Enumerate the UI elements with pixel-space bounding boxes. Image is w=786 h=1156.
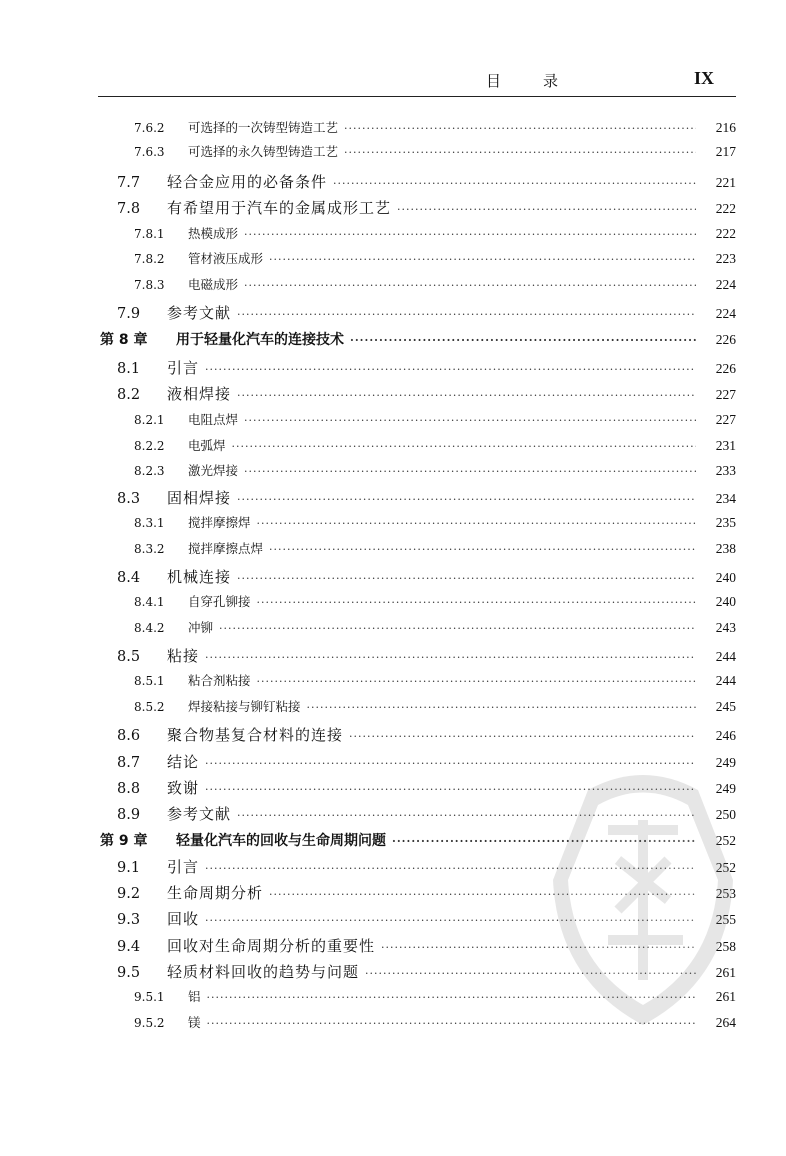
- toc-entry-page: 227: [715, 387, 736, 402]
- toc-entry-number: 8.3.2: [134, 542, 165, 556]
- toc-entry-title: 电磁成形: [188, 277, 239, 292]
- toc-section-row[interactable]: [0, 803, 786, 825]
- toc-entry-number: 8.3: [117, 491, 141, 507]
- toc-entry-number: 第 9 章: [100, 833, 148, 849]
- toc-entry-page: 224: [715, 306, 736, 321]
- toc-entry-page: 258: [715, 939, 736, 954]
- toc-dot-leader: [244, 414, 696, 427]
- toc-dot-leader: [244, 465, 696, 478]
- toc-section-row[interactable]: [0, 383, 786, 405]
- toc-dot-leader: [237, 572, 696, 585]
- toc-section-row[interactable]: [0, 751, 786, 773]
- toc-entry-number: 8.3.1: [134, 516, 165, 530]
- toc-dot-leader: [349, 730, 696, 743]
- toc-subsection-row[interactable]: [0, 436, 786, 458]
- toc-section-row[interactable]: [0, 777, 786, 799]
- toc-entry-number: 8.5.1: [134, 674, 165, 688]
- toc-entry-page: 226: [715, 332, 736, 347]
- toc-entry-page: 222: [715, 226, 736, 241]
- toc-dot-leader: [219, 622, 696, 635]
- toc-entry-number: 7.9: [117, 306, 141, 322]
- toc-entry-title: 聚合物基复合材料的连接: [167, 726, 344, 744]
- toc-entry-title: 回收: [167, 910, 200, 928]
- toc-dot-leader: [269, 253, 696, 266]
- toc-dot-leader: [207, 1017, 696, 1030]
- toc-dot-leader: [344, 146, 696, 159]
- toc-dot-leader: [365, 967, 696, 980]
- toc-entry-title: 轻质材料回收的趋势与问题: [167, 963, 360, 981]
- toc-entry-number: 8.2.3: [134, 464, 165, 478]
- toc-entry-page: 244: [715, 649, 736, 664]
- toc-entry-title: 粘接: [167, 647, 200, 665]
- toc-entry-page: 264: [715, 1015, 736, 1030]
- toc-entry-page: 238: [715, 541, 736, 556]
- toc-entry-title: 自穿孔铆接: [188, 594, 251, 609]
- toc-entry-page: 231: [715, 438, 736, 453]
- toc-section-row[interactable]: [0, 856, 786, 878]
- toc-entry-number: 9.5: [117, 965, 141, 981]
- toc-entry-number: 8.4.2: [134, 621, 165, 635]
- toc-entry-number: 7.8.1: [134, 227, 165, 241]
- toc-dot-leader: [205, 862, 696, 875]
- toc-chapter-row[interactable]: [0, 830, 786, 852]
- toc-section-row[interactable]: [0, 566, 786, 588]
- toc-subsection-row[interactable]: [0, 592, 786, 614]
- toc-dot-leader: [392, 835, 696, 848]
- toc-subsection-row[interactable]: [0, 513, 786, 535]
- toc-entry-number: 第 8 章: [100, 332, 148, 348]
- toc-entry-page: 253: [715, 886, 736, 901]
- toc-entry-page: 240: [715, 570, 736, 585]
- toc-entry-title: 参考文献: [167, 304, 232, 322]
- toc-entry-title: 用于轻量化汽车的连接技术: [176, 332, 344, 348]
- toc-entry-page: 261: [715, 989, 736, 1004]
- toc-subsection-row[interactable]: [0, 249, 786, 271]
- toc-entry-number: 8.5.2: [134, 700, 165, 714]
- toc-entry-number: 9.3: [117, 912, 141, 928]
- toc-entry-title: 电阻点焊: [188, 412, 239, 427]
- toc-entry-page: 244: [715, 673, 736, 688]
- toc-entry-number: 8.2: [117, 387, 141, 403]
- toc-dot-leader: [333, 177, 696, 190]
- toc-entry-page: 221: [715, 175, 736, 190]
- toc-entry-page: 217: [715, 144, 736, 159]
- toc-entry-title: 生命周期分析: [167, 884, 264, 902]
- toc-entry-title: 轻合金应用的必备条件: [167, 173, 328, 191]
- toc-dot-leader: [397, 203, 696, 216]
- toc-entry-page: 246: [715, 728, 736, 743]
- toc-subsection-row[interactable]: [0, 697, 786, 719]
- toc-dot-leader: [257, 596, 696, 609]
- toc-entry-title: 搅拌摩擦焊: [188, 515, 251, 530]
- toc-entry-title: 管材液压成形: [188, 251, 264, 266]
- toc-entry-page: 216: [715, 120, 736, 135]
- toc-subsection-row[interactable]: [0, 539, 786, 561]
- toc-entry-page: 226: [715, 361, 736, 376]
- header-title-char: 目: [486, 72, 502, 90]
- toc-section-row[interactable]: [0, 487, 786, 509]
- toc-entry-number: 7.6.3: [134, 145, 165, 159]
- toc-dot-leader: [257, 517, 696, 530]
- toc-entry-page: 243: [715, 620, 736, 635]
- toc-entry-page: 249: [715, 755, 736, 770]
- toc-dot-leader: [381, 941, 696, 954]
- toc-entry-number: 8.9: [117, 807, 141, 823]
- toc-entry-title: 有希望用于汽车的金属成形工艺: [167, 199, 392, 217]
- toc-entry-title: 结论: [167, 753, 200, 771]
- toc-entry-page: 255: [715, 912, 736, 927]
- toc-entry-number: 8.1: [117, 361, 141, 377]
- toc-dot-leader: [244, 279, 696, 292]
- toc-entry-title: 粘合剂粘接: [188, 673, 251, 688]
- toc-entry-title: 回收对生命周期分析的重要性: [167, 937, 376, 955]
- toc-section-row[interactable]: [0, 961, 786, 983]
- toc-chapter-row[interactable]: [0, 329, 786, 351]
- toc-section-row[interactable]: [0, 645, 786, 667]
- toc-dot-leader: [205, 783, 696, 796]
- toc-entry-title: 致谢: [167, 779, 200, 797]
- toc-dot-leader: [207, 991, 696, 1004]
- toc-entry-page: 234: [715, 491, 736, 506]
- toc-entry-title: 液相焊接: [167, 385, 232, 403]
- toc-entry-page: 245: [715, 699, 736, 714]
- toc-subsection-row[interactable]: [0, 987, 786, 1009]
- toc-section-row[interactable]: [0, 935, 786, 957]
- page-header: [98, 66, 736, 97]
- toc-entry-number: 8.5: [117, 649, 141, 665]
- toc-entry-number: 7.6.2: [134, 121, 165, 135]
- toc-entry-number: 8.4: [117, 570, 141, 586]
- toc-entry-page: 235: [715, 515, 736, 530]
- toc-entry-title: 电弧焊: [188, 438, 226, 453]
- toc-dot-leader: [205, 914, 696, 927]
- toc-dot-leader: [344, 122, 696, 135]
- toc-dot-leader: [257, 675, 696, 688]
- toc-entry-number: 9.5.1: [134, 990, 165, 1004]
- toc-dot-leader: [232, 440, 696, 453]
- toc-entry-number: 9.4: [117, 939, 141, 955]
- toc-dot-leader: [350, 334, 696, 347]
- toc-section-row[interactable]: [0, 357, 786, 379]
- toc-subsection-row[interactable]: [0, 461, 786, 483]
- toc-entry-number: 8.2.2: [134, 439, 165, 453]
- toc-entry-title: 热模成形: [188, 226, 239, 241]
- header-title-char: 录: [543, 72, 559, 90]
- toc-subsection-row[interactable]: [0, 224, 786, 246]
- toc-section-row[interactable]: [0, 908, 786, 930]
- toc-entry-page: 223: [715, 251, 736, 266]
- toc-entry-number: 8.4.1: [134, 595, 165, 609]
- toc-entry-number: 8.2.1: [134, 413, 165, 427]
- toc-entry-title: 冲铆: [188, 620, 214, 635]
- toc-entry-title: 可选择的永久铸型铸造工艺: [188, 144, 339, 159]
- toc-entry-number: 8.7: [117, 755, 141, 771]
- toc-entry-page: 222: [715, 201, 736, 216]
- toc-entry-page: 224: [715, 277, 736, 292]
- toc-dot-leader: [237, 389, 696, 402]
- toc-section-row[interactable]: [0, 302, 786, 324]
- toc-entry-title: 固相焊接: [167, 489, 232, 507]
- toc-entry-page: 250: [715, 807, 736, 822]
- toc-entry-title: 激光焊接: [188, 463, 239, 478]
- toc-entry-number: 7.8.3: [134, 278, 165, 292]
- toc-section-row[interactable]: [0, 171, 786, 193]
- toc-entry-number: 9.2: [117, 886, 141, 902]
- toc-entry-page: 252: [715, 860, 736, 875]
- toc-entry-title: 可选择的一次铸型铸造工艺: [188, 120, 339, 135]
- toc-section-row[interactable]: [0, 197, 786, 219]
- toc-entry-title: 引言: [167, 359, 200, 377]
- toc-entry-title: 焊接粘接与铆钉粘接: [188, 699, 301, 714]
- toc-dot-leader: [307, 701, 696, 714]
- toc-subsection-row[interactable]: [0, 118, 786, 140]
- toc-dot-leader: [237, 493, 696, 506]
- toc-dot-leader: [205, 363, 696, 376]
- toc-entry-page: 233: [715, 463, 736, 478]
- toc-dot-leader: [237, 809, 696, 822]
- toc-subsection-row[interactable]: [0, 410, 786, 432]
- toc-subsection-row[interactable]: [0, 275, 786, 297]
- toc-entry-number: 7.7: [117, 175, 141, 191]
- toc-section-row[interactable]: [0, 724, 786, 746]
- toc-subsection-row[interactable]: [0, 1013, 786, 1035]
- toc-subsection-row[interactable]: [0, 671, 786, 693]
- toc-entry-title: 引言: [167, 858, 200, 876]
- toc-dot-leader: [205, 651, 696, 664]
- toc-entry-title: 轻量化汽车的回收与生命周期问题: [176, 833, 386, 849]
- toc-dot-leader: [269, 888, 696, 901]
- toc-entry-title: 镁: [188, 1015, 201, 1030]
- toc-entry-number: 8.8: [117, 781, 141, 797]
- toc-entry-number: 7.8.2: [134, 252, 165, 266]
- toc-subsection-row[interactable]: [0, 618, 786, 640]
- toc-entry-number: 7.8: [117, 201, 141, 217]
- toc-entry-title: 搅拌摩擦点焊: [188, 541, 264, 556]
- toc-entry-number: 9.1: [117, 860, 141, 876]
- toc-entry-page: 252: [715, 833, 736, 848]
- toc-section-row[interactable]: [0, 882, 786, 904]
- toc-entry-page: 249: [715, 781, 736, 796]
- toc-entry-number: 8.6: [117, 728, 141, 744]
- toc-entry-title: 机械连接: [167, 568, 232, 586]
- toc-dot-leader: [237, 308, 696, 321]
- toc-subsection-row[interactable]: [0, 142, 786, 164]
- toc-dot-leader: [205, 757, 696, 770]
- toc-entry-title: 参考文献: [167, 805, 232, 823]
- toc-entry-title: 铝: [188, 989, 201, 1004]
- header-page-number: IX: [693, 68, 714, 88]
- toc-entry-number: 9.5.2: [134, 1016, 165, 1030]
- toc-entry-page: 227: [715, 412, 736, 427]
- toc-entry-page: 240: [715, 594, 736, 609]
- header-title: [486, 70, 558, 91]
- toc-entry-page: 261: [715, 965, 736, 980]
- toc-dot-leader: [269, 543, 696, 556]
- toc-dot-leader: [244, 228, 696, 241]
